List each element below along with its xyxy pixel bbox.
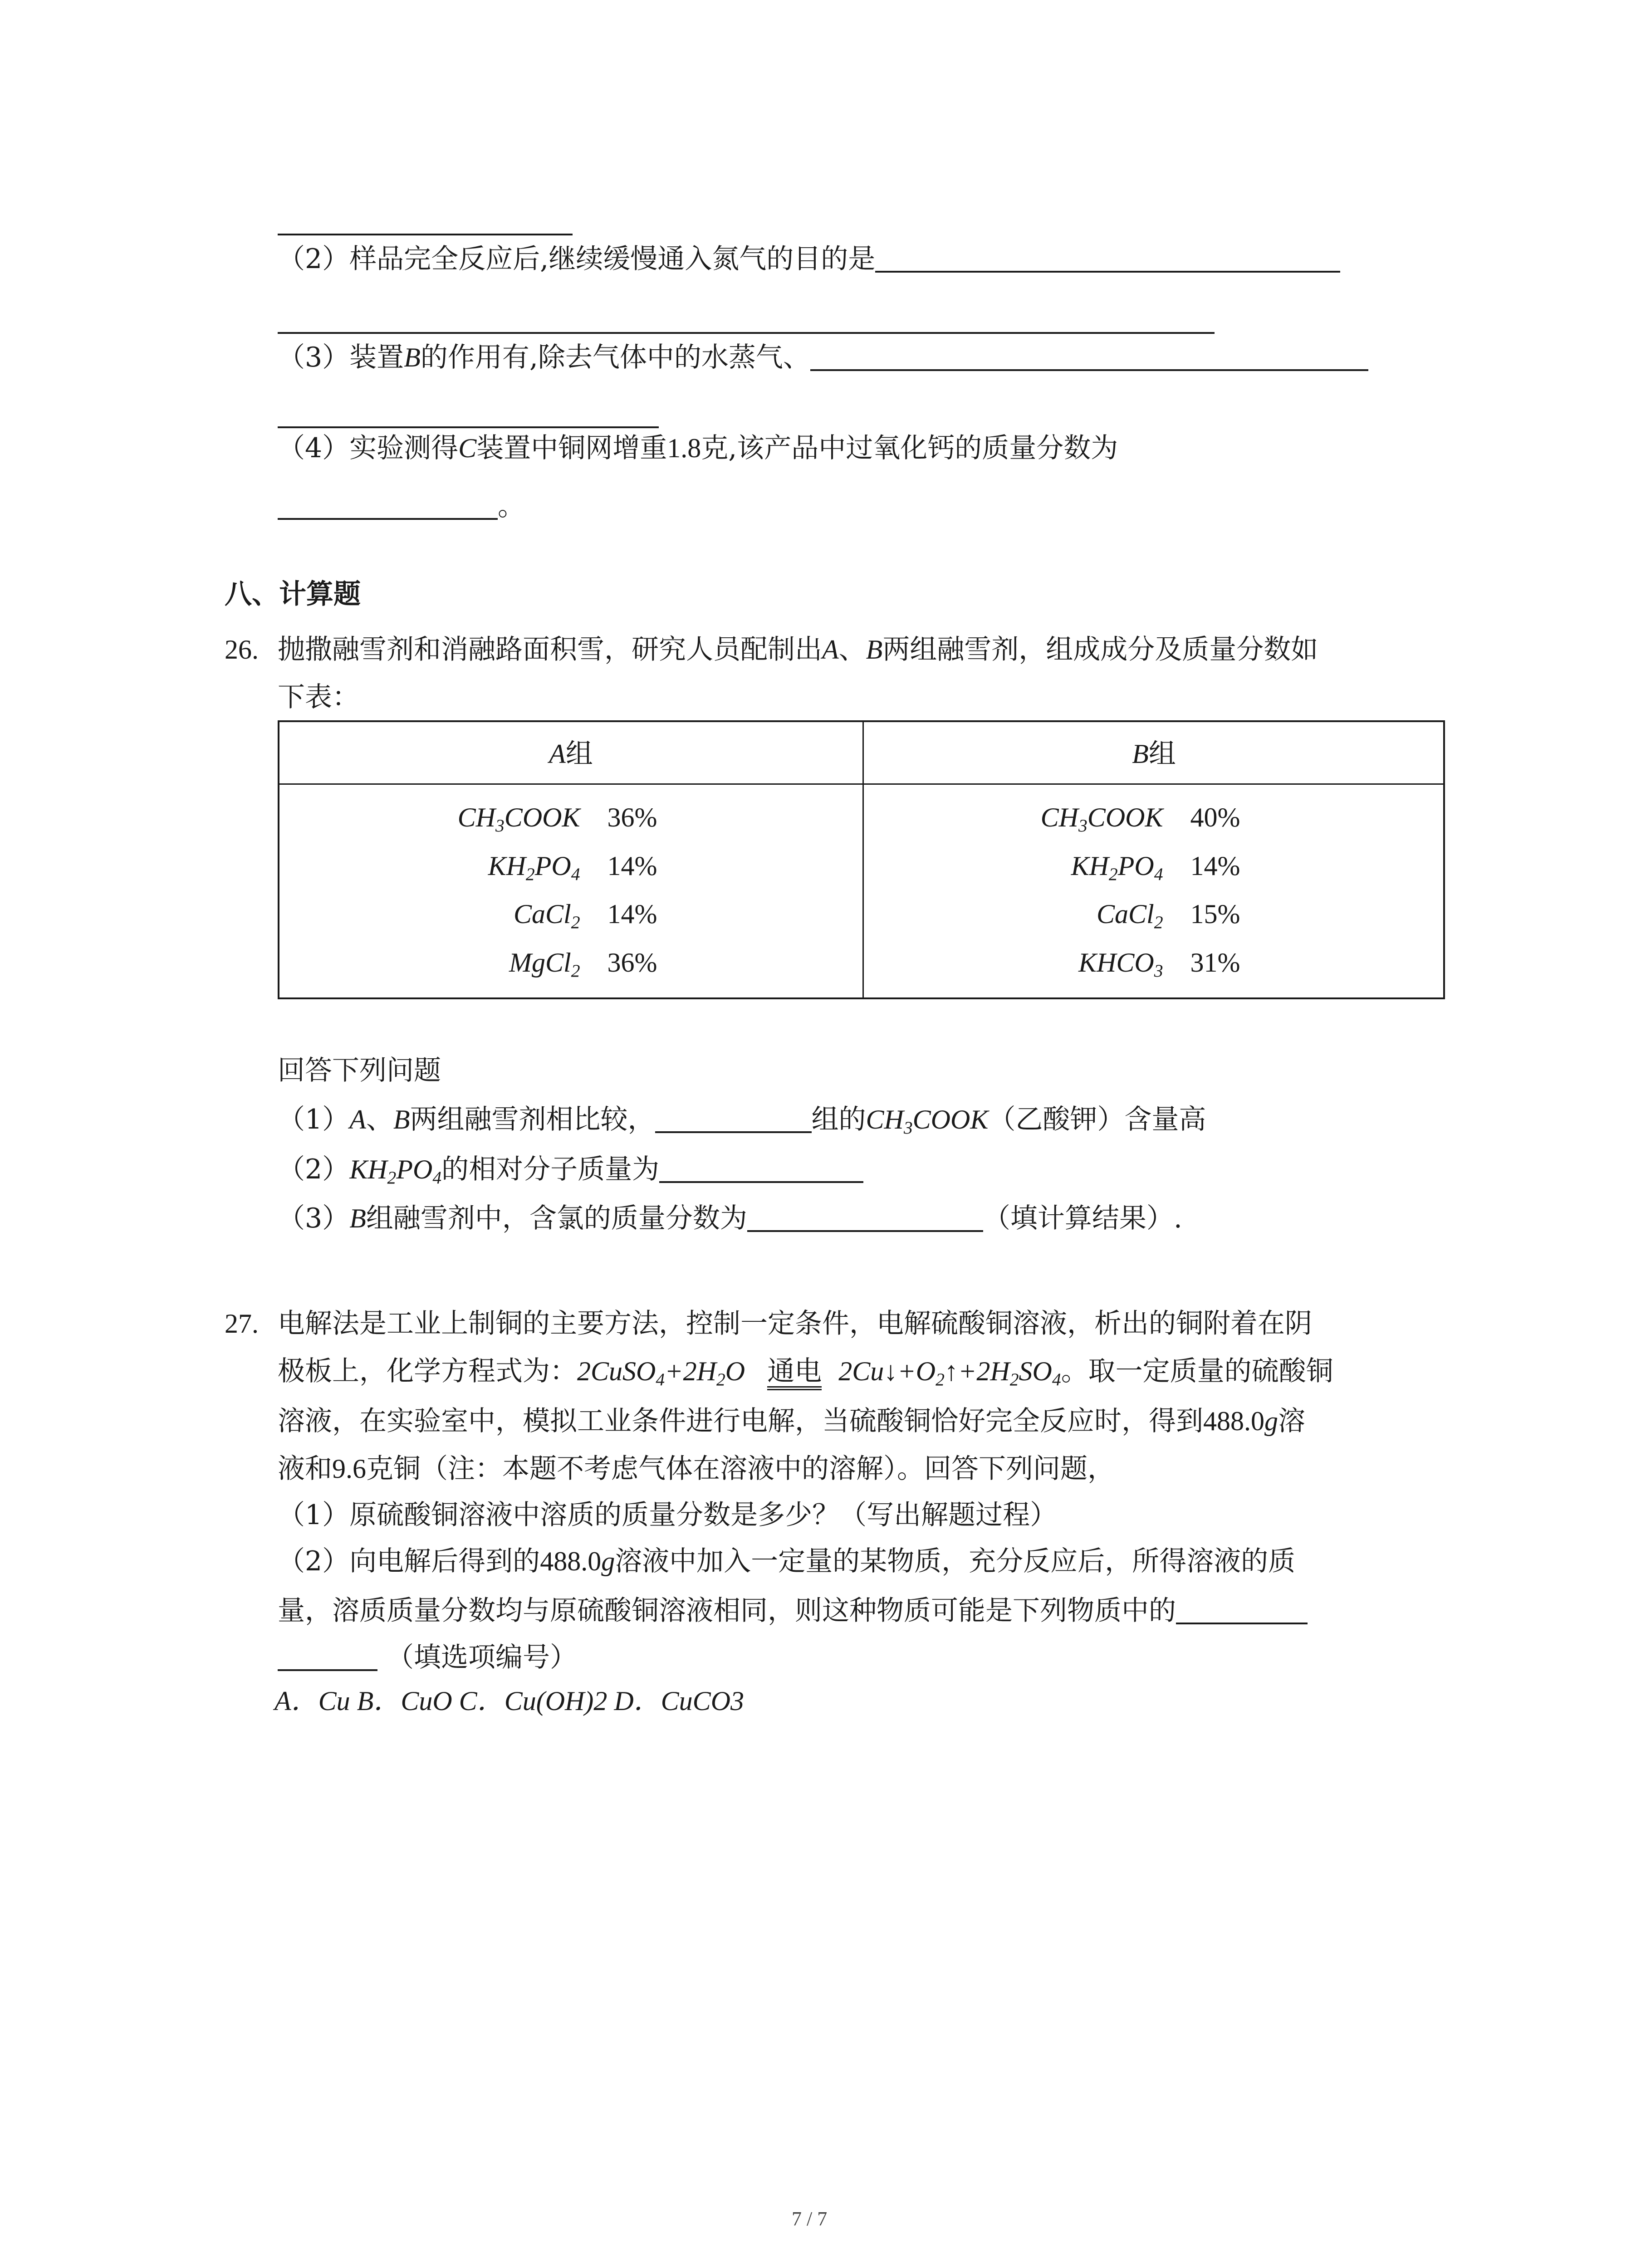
q27-sub2-line3: （填选项编号）	[278, 1641, 577, 1671]
answer-blank[interactable]	[278, 490, 498, 520]
q27-options: A．Cu B．CuO C．Cu(OH)2 D．CuCO3	[274, 1686, 745, 1716]
table-row: MgCl$_2$ 36%	[279, 949, 862, 976]
composition-table	[278, 720, 1445, 999]
table-row: $CH_3COOK$ 40%	[862, 804, 1445, 831]
q27-stem-line1: 电解法是工业上制铜的主要方法，控制一定条件，电解硫酸铜溶液，析出的铜附着在阴	[278, 1308, 1312, 1339]
page-number: 7 / 7	[792, 2208, 828, 2230]
question-number: 26.	[225, 635, 259, 665]
q26-sub1: （1）A、B两组融雪剂相比较， 组的$CH_3COOK$（乙酸钾）含量高	[278, 1104, 1206, 1138]
table-row: $KH_2PO_4$ 14%	[279, 852, 862, 880]
equation: $2CuSO_4+2H_2O$	[577, 1356, 745, 1390]
q25-sub4: （4）实验测得C装置中铜网增重1.8克,该产品中过氧化钙的质量分数为	[278, 432, 1118, 464]
answer-line[interactable]	[278, 234, 573, 235]
question-number: 27.	[225, 1309, 259, 1339]
table-row: CaCl$_2$ 14%	[279, 900, 862, 928]
formula: $CH_3COOK$	[866, 1105, 989, 1138]
table-header-b: B组	[1132, 738, 1176, 770]
q26-stem-line1: 抛撒融雪剂和消融路面积雪，研究人员配制出A、B两组融雪剂，组成成分及质量分数如	[278, 634, 1318, 665]
formula: $CH_3COOK$	[457, 802, 580, 836]
table-row: $KHCO_3$ 31%	[862, 949, 1445, 976]
answer-blank[interactable]	[747, 1202, 983, 1232]
table-row: CaCl$_2$ 15%	[862, 900, 1445, 928]
answer-blank[interactable]	[810, 341, 1368, 371]
formula: $KH_2PO_4$	[1071, 851, 1163, 885]
section-title: 八、计算题	[225, 578, 361, 610]
formula: CaCl$_2$	[1096, 899, 1163, 933]
table-header-a: A组	[549, 738, 593, 770]
table-row: $CH_3COOK$ 36%	[279, 804, 862, 831]
q27-sub1: （1）原硫酸铜溶液中溶质的质量分数是多少？（写出解题过程）	[278, 1499, 1058, 1531]
answer-blank[interactable]	[655, 1103, 812, 1133]
q25-sub3: （3）装置B的作用有,除去气体中的水蒸气、	[278, 341, 1368, 371]
formula: MgCl$_2$	[509, 948, 580, 981]
q26-sub3: （3）B组融雪剂中，含氯的质量分数为 （填计算结果）.	[278, 1202, 1182, 1234]
answer-blank[interactable]	[1176, 1594, 1308, 1624]
q27-sub2: （2）向电解后得到的488.0g溶液中加入一定量的某物质，充分反应后，所得溶液的质	[278, 1545, 1296, 1577]
q26-sub2: $(2)KH_2PO_4$的相对分子质量为	[278, 1153, 863, 1183]
formula: $KH_2PO_4$	[488, 851, 580, 885]
formula: $KHCO_3$	[1078, 948, 1163, 981]
q27-stem-line2: 极板上，化学方程式为：$2CuSO_4+2H_2O$ 通电 $2Cu↓+O_2↑+2H_2SO_4$。取一定质量的硫酸铜	[278, 1355, 1333, 1390]
table-divider	[279, 783, 1443, 785]
formula: $KH_2PO_4$	[349, 1154, 442, 1188]
reaction-condition: 通电	[767, 1356, 822, 1390]
answer-line[interactable]	[278, 332, 1215, 334]
q25-sub2: （2）样品完全反应后,继续缓慢通入氮气的目的是	[278, 243, 1340, 273]
answer-blank[interactable]	[875, 243, 1340, 273]
formula: CaCl$_2$	[513, 899, 580, 933]
formula: $CH_3COOK$	[1040, 802, 1163, 836]
answer-blank[interactable]	[659, 1153, 863, 1183]
answer-blank[interactable]	[278, 1641, 377, 1671]
answer-intro: 回答下列问题	[278, 1055, 441, 1086]
table-row: $KH_2PO_4$ 14%	[862, 852, 1445, 880]
q27-stem-line3: 溶液，在实验室中，模拟工业条件进行电解，当硫酸铜恰好完全反应时，得到488.0g溶	[278, 1405, 1305, 1437]
equation: $2Cu↓+O_2↑+2H_2SO_4$	[838, 1356, 1061, 1390]
answer-line[interactable]	[278, 426, 659, 428]
q27-sub2-line2: 量，溶质质量分数均与原硫酸铜溶液相同，则这种物质可能是下列物质中的	[278, 1594, 1308, 1624]
q26-stem-line2: 下表：	[278, 681, 359, 713]
q25-sub4-answer: 。	[278, 490, 525, 520]
q27-stem-line4: 液和9.6克铜（注：本题不考虑气体在溶液中的溶解）。回答下列问题，	[278, 1453, 1115, 1485]
